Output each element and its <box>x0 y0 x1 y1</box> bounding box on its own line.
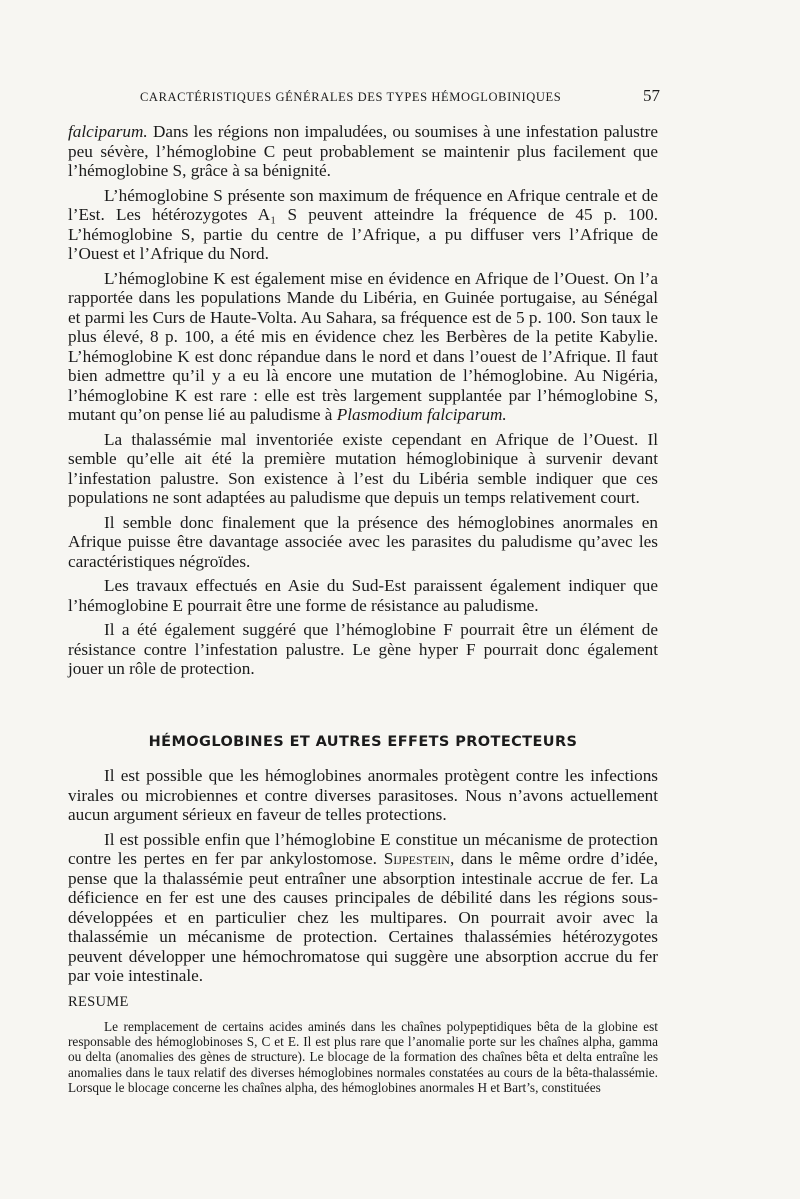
section-1-text <box>68 122 658 684</box>
running-title: CARACTÉRISTIQUES GÉNÉRALES DES TYPES HÉMOGLOBINIQUES <box>140 90 562 104</box>
page-number: 57 <box>643 86 660 105</box>
page-header <box>140 86 660 106</box>
paragraph-9: Il est possible enfin que l’hémoglobine E constitue un mécanisme de protection contre les pertes en fer par ankylostomose. Sijpestein, dans le même ordre d’idée, pense que la thalassémie peut entraîner une absorption intestinale accrue de fer. La déficience en fer est une des causes principales de débilité dans les régions sous-développées et en particulier chez les multipares. On pourrait avoir avec la thalassémie un mécanisme de protection. Certaines thalassémies hétérozygotes peuvent développer une hémochromatose qui suggère une absorption accrue du fer par voie intestinale. <box>68 829 658 985</box>
resume-paragraph: Le remplacement de certains acides aminés dans les chaînes polypeptidiques bêta de la globine est responsable des hémoglobinoses S, C et E. Il est plus rare que l’anomalie porte sur les chaînes alpha, gamma ou delta (anomalies des gènes de structure). Le blocage de la formation des chaînes bêta et delta entraîne les anomalies dans le taux relatif des diverses hémoglobines normales constatées au cours de la bêta-thalassémie. Lorsque le blocage concerne les chaînes alpha, des hémoglobines anormales H et Bart’s, constituées <box>68 1019 658 1095</box>
paragraph-1: falciparum. Dans les régions non impaludées, ou soumises à une infestation palustre peu sévère, l’hémoglobine C peut probablement se maintenir plus facilement que l’hémoglobine S, grâce à sa bénignité. <box>68 122 658 180</box>
section-heading: HÉMOGLOBINES ET AUTRES EFFETS PROTECTEURS <box>148 734 578 750</box>
author-name: Sijpestein <box>383 849 450 868</box>
paragraph-3: L’hémoglobine K est également mise en évidence en Afrique de l’Ouest. On l’a rapportée dans les populations Mande du Libéria, en Guinée portugaise, au Sénégal et parmi les Curs de Haute-Volta. Au Sahara, sa fréquence est de 5 p. 100. Son taux le plus élevé, 8 p. 100, a été mis en évidence chez les Berbères de la petite Kabylie. L’hémoglobine K est donc répandue dans le nord et dans l’ouest de l’Afrique. Il faut bien admettre qu’il y a eu là encore une mutation de l’hémoglobine. Au Nigéria, l’hémoglobine K est rare : elle est très largement supplantée par l’hémoglobine S, mutant qu’on pense lié au paludisme à Plasmodium falciparum. <box>68 268 658 424</box>
resume-heading: RESUME <box>68 994 129 1010</box>
paragraph-7: Il a été également suggéré que l’hémoglobine F pourrait être un élément de résistance contre l’infestation palustre. Le gène hyper F pourrait donc également jouer un rôle de protection. <box>68 620 658 678</box>
paragraph-5: Il semble donc finalement que la présence des hémoglobines anormales en Afrique puisse être davantage associée avec les parasites du paludisme qu’avec les caractéristiques négroïdes. <box>68 512 658 571</box>
paragraph-6: Les travaux effectués en Asie du Sud-Est paraissent également indiquer que l’hémoglobine E pourrait être une forme de résistance au paludisme. <box>68 576 658 615</box>
paragraph-2: L’hémoglobine S présente son maximum de fréquence en Afrique centrale et de l’Est. Les hétérozygotes A₁ S peuvent atteindre la fréquence de 45 p. 100. L’hémoglobine S, partie du centre de l’Afrique, a pu diffuser vers l’Afrique de l’Ouest et l’Afrique du Nord. <box>68 185 658 263</box>
paragraph-4: La thalassémie mal inventoriée existe cependant en Afrique de l’Ouest. Il semble qu’elle ait été la première mutation hémoglobinique à survenir devant l’infestation palustre. Son existence à l’est du Libéria semble indiquer que ces populations ne sont adaptées au paludisme que depuis un temps relativement court. <box>68 429 658 507</box>
paragraph-8: Il est possible que les hémoglobines anormales protègent contre les infections virales ou microbiennes et contre diverses parasitoses. Nous n’avons actuellement aucun argument sérieux en faveur de telles protections. <box>68 766 658 824</box>
section-2-text <box>68 766 658 991</box>
italic-term: falciparum. <box>68 122 148 141</box>
italic-term: Plasmodium falciparum. <box>336 405 507 424</box>
